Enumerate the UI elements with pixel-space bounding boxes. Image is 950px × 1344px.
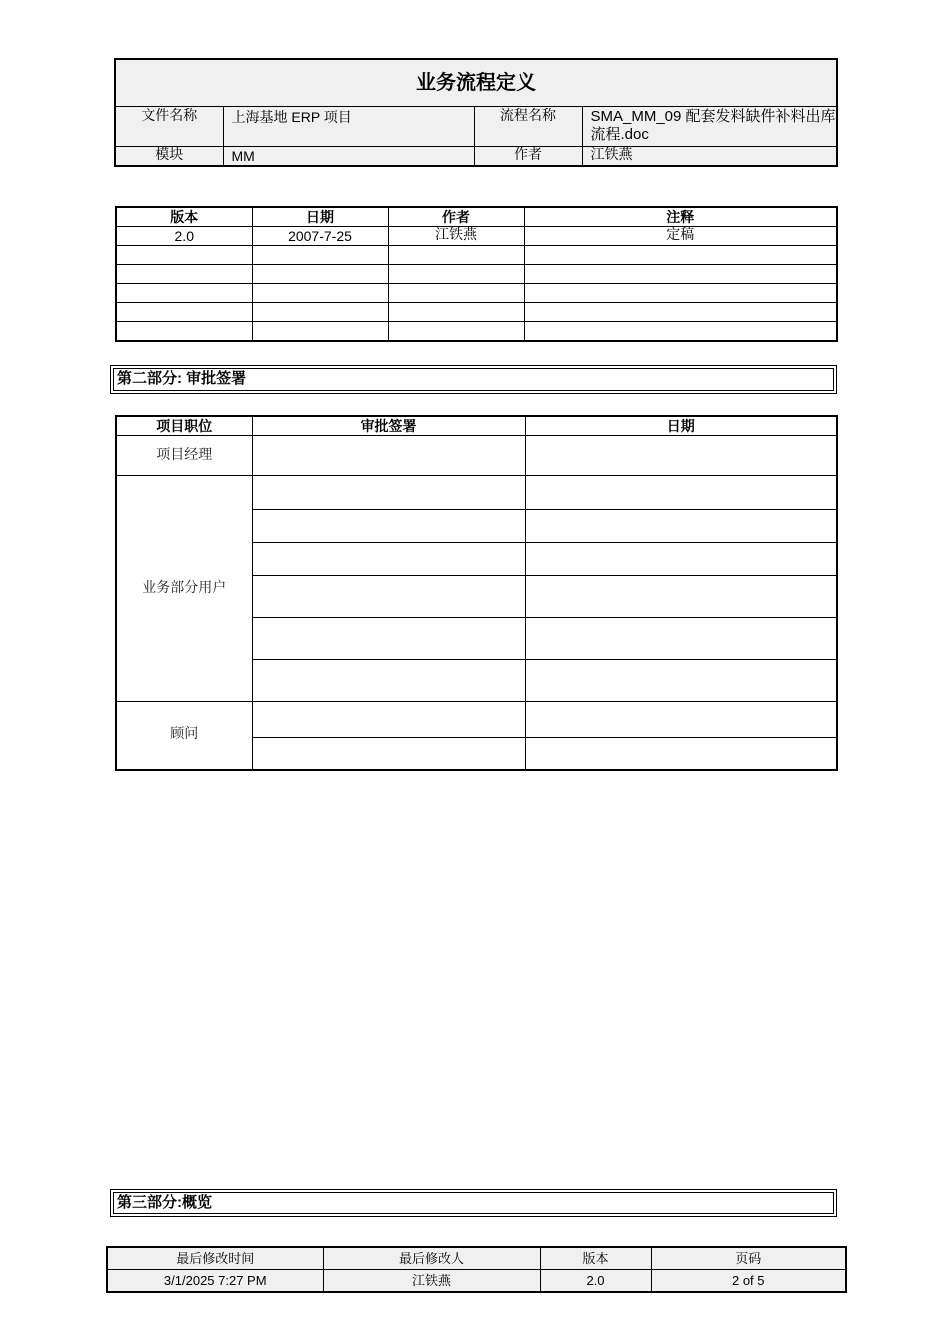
signature-cell xyxy=(252,543,525,576)
table-cell: 定稿 xyxy=(524,227,837,246)
role-project-manager: 项目经理 xyxy=(116,436,252,476)
table-cell xyxy=(388,246,524,265)
table-cell xyxy=(388,284,524,303)
table-row xyxy=(116,246,837,265)
author-label: 作者 xyxy=(474,147,582,167)
footer-page-label: 页码 xyxy=(651,1247,846,1270)
date-cell xyxy=(525,738,837,770)
table-row xyxy=(116,265,837,284)
signature-cell xyxy=(252,618,525,660)
table-header-cell: 审批签署 xyxy=(252,416,525,436)
signature-cell xyxy=(252,738,525,770)
page-footer xyxy=(106,1246,847,1293)
table-cell xyxy=(116,246,252,265)
file-name-value: 上海基地 ERP 项目 xyxy=(223,107,474,147)
section-two-title: 第二部分: 审批签署 xyxy=(113,368,834,391)
table-cell: 江铁燕 xyxy=(388,227,524,246)
role-business-user: 业务部分用户 xyxy=(116,476,252,702)
table-cell xyxy=(116,303,252,322)
table-row xyxy=(116,303,837,322)
table-cell xyxy=(524,303,837,322)
document-header xyxy=(114,58,838,167)
date-cell xyxy=(525,660,837,702)
footer-page-number: 2 of 5 xyxy=(651,1270,846,1293)
table-cell xyxy=(252,303,388,322)
table-cell xyxy=(252,284,388,303)
document-title: 业务流程定义 xyxy=(115,59,837,107)
date-cell xyxy=(525,510,837,543)
date-cell xyxy=(525,436,837,476)
date-cell xyxy=(525,702,837,738)
author-value: 江铁燕 xyxy=(582,147,837,167)
signature-cell xyxy=(252,476,525,510)
table-cell xyxy=(252,246,388,265)
table-cell xyxy=(524,246,837,265)
table-cell xyxy=(388,265,524,284)
signature-cell xyxy=(252,702,525,738)
table-row xyxy=(116,227,837,246)
table-cell xyxy=(252,265,388,284)
section-three-heading-box xyxy=(110,1189,837,1217)
section-three-title: 第三部分:概览 xyxy=(113,1192,834,1214)
role-consultant: 顾问 xyxy=(116,702,252,770)
date-cell xyxy=(525,618,837,660)
process-name-value: SMA_MM_09 配套发料缺件补料出库流程.doc xyxy=(582,107,837,147)
signature-cell xyxy=(252,660,525,702)
footer-version-label: 版本 xyxy=(540,1247,651,1270)
table-header-row xyxy=(116,416,837,436)
signature-cell xyxy=(252,436,525,476)
process-name-label: 流程名称 xyxy=(474,107,582,147)
table-cell xyxy=(116,265,252,284)
signature-cell xyxy=(252,510,525,543)
table-header-row xyxy=(116,207,837,227)
module-value: MM xyxy=(223,147,474,167)
table-cell xyxy=(524,265,837,284)
table-cell xyxy=(116,284,252,303)
table-cell xyxy=(388,322,524,342)
version-history-table xyxy=(115,206,838,342)
table-header-cell: 版本 xyxy=(116,207,252,227)
table-row xyxy=(116,436,837,476)
date-cell xyxy=(525,476,837,510)
table-header-cell: 日期 xyxy=(525,416,837,436)
table-row xyxy=(116,702,837,738)
table-header-cell: 项目职位 xyxy=(116,416,252,436)
table-cell xyxy=(524,284,837,303)
section-two-heading-box xyxy=(110,365,837,394)
table-cell xyxy=(388,303,524,322)
footer-last-modified-time-value: 3/1/2025 7:27 PM xyxy=(107,1270,323,1293)
module-label: 模块 xyxy=(115,147,223,167)
table-cell xyxy=(252,322,388,342)
table-cell: 2007-7-25 xyxy=(252,227,388,246)
date-cell xyxy=(525,543,837,576)
table-header-cell: 作者 xyxy=(388,207,524,227)
file-name-label: 文件名称 xyxy=(115,107,223,147)
footer-last-modified-time-label: 最后修改时间 xyxy=(107,1247,323,1270)
footer-last-modified-by-value: 江铁燕 xyxy=(323,1270,540,1293)
table-header-cell: 日期 xyxy=(252,207,388,227)
approval-table xyxy=(115,415,838,771)
table-cell xyxy=(116,322,252,342)
date-cell xyxy=(525,576,837,618)
table-header-cell: 注释 xyxy=(524,207,837,227)
table-row xyxy=(116,322,837,342)
signature-cell xyxy=(252,576,525,618)
table-cell: 2.0 xyxy=(116,227,252,246)
footer-last-modified-by-label: 最后修改人 xyxy=(323,1247,540,1270)
table-row xyxy=(116,476,837,510)
table-cell xyxy=(524,322,837,342)
footer-version-value: 2.0 xyxy=(540,1270,651,1293)
table-row xyxy=(116,284,837,303)
